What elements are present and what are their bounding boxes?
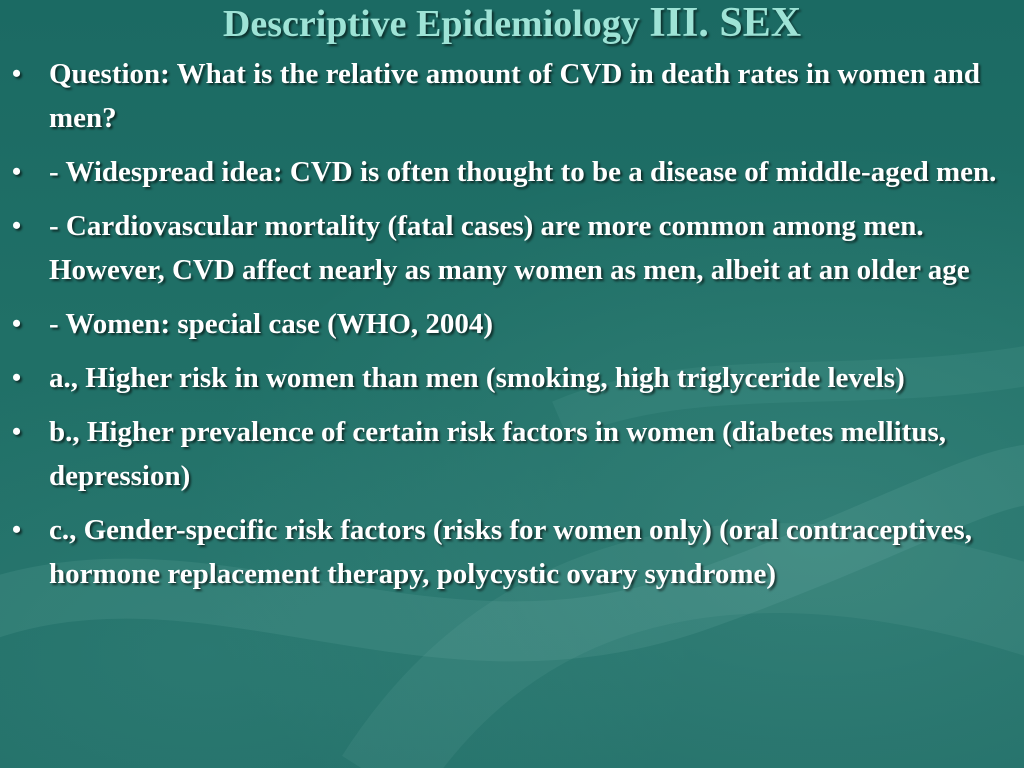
bullet-icon: • — [12, 515, 22, 544]
bullet-text: - Cardiovascular mortality (fatal cases) are more common among men. However, CVD affect nearly as many women as men, albeit at an older age — [49, 210, 970, 286]
bullet-text: b., Higher prevalence of certain risk factors in women (diabetes mellitus, depression) — [49, 416, 947, 492]
bullet-icon: • — [12, 59, 22, 88]
bullet-list — [12, 52, 1020, 606]
bullet-item-question — [12, 52, 1020, 140]
title-main: Descriptive Epidemiology — [222, 3, 640, 45]
bullet-item-higher-prevalence — [12, 410, 1020, 498]
bullet-item-widespread-idea — [12, 150, 1020, 194]
bullet-icon: • — [12, 417, 22, 446]
bullet-text: c., Gender-specific risk factors (risks for women only) (oral contraceptives, hormone replacement therapy, polycystic ovary syndrome) — [49, 514, 972, 590]
bullet-icon: • — [12, 363, 22, 392]
bullet-icon: • — [12, 309, 22, 338]
bullet-text: - Women: special case (WHO, 2004) — [49, 308, 494, 340]
bullet-item-cardiovascular-mortality — [12, 204, 1020, 292]
bullet-item-gender-specific-factors — [12, 508, 1020, 596]
bullet-text: Question: What is the relative amount of CVD in death rates in women and men? — [49, 58, 980, 134]
bullet-text: - Widespread idea: CVD is often thought to be a disease of middle-aged men. — [49, 156, 997, 188]
bullet-item-women-special-case — [12, 302, 1020, 346]
bullet-item-higher-risk — [12, 356, 1020, 400]
bullet-text: a., Higher risk in women than men (smoking, high triglyceride levels) — [49, 362, 905, 394]
slide-title — [0, 0, 1024, 47]
bullet-icon: • — [12, 157, 22, 186]
title-section: III. SEX — [649, 0, 802, 46]
bullet-icon: • — [12, 211, 22, 240]
